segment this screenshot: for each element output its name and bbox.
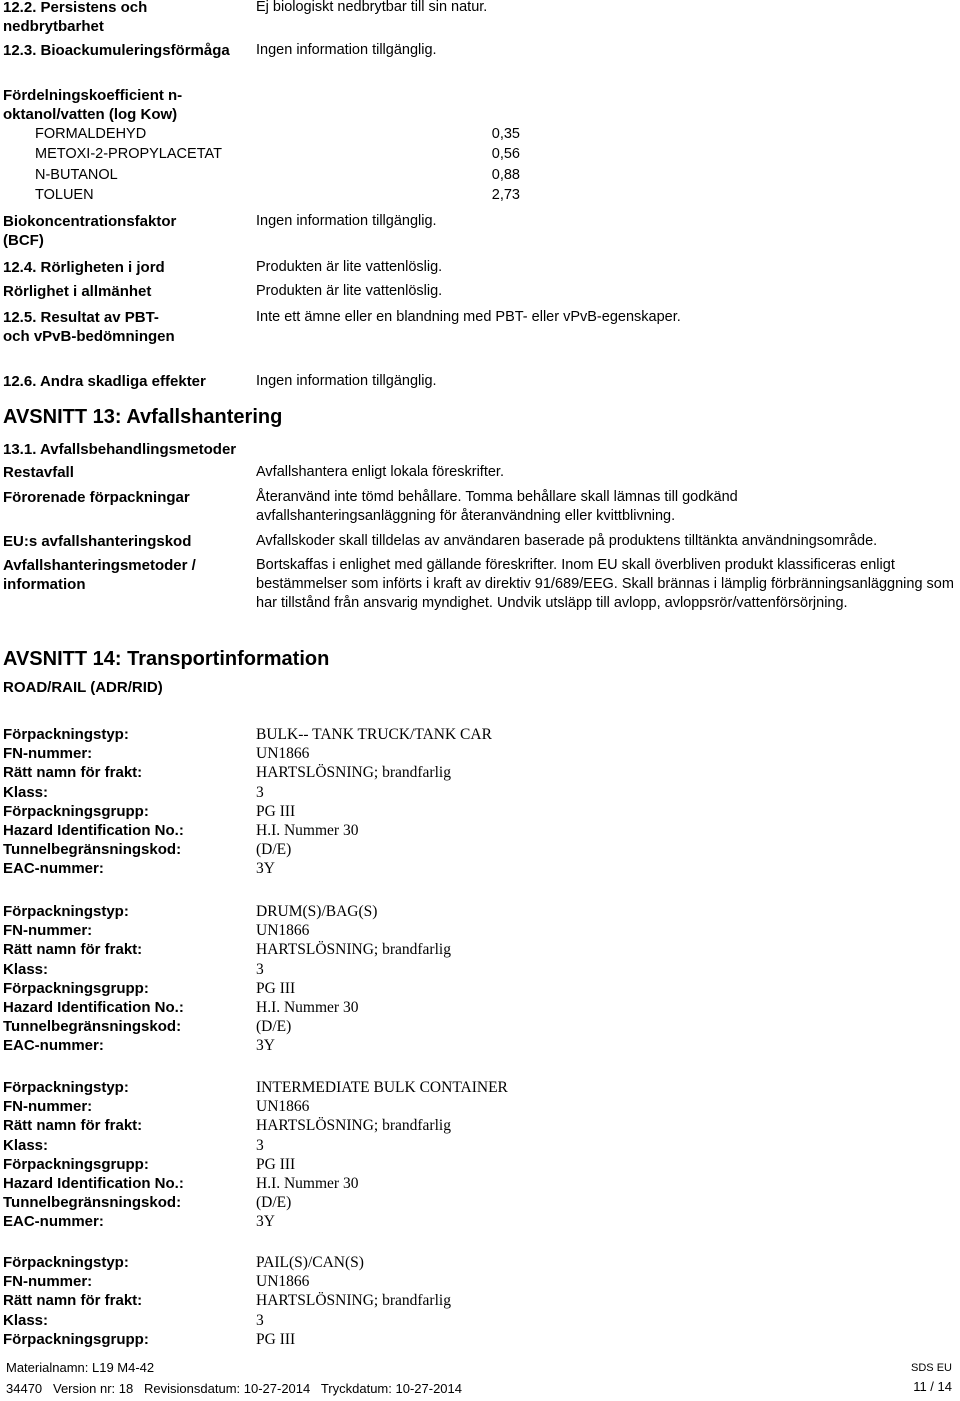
transport-label-fn: FN-nummer: xyxy=(3,1273,93,1291)
disposal-methods-label: Avfallshanteringsmetoder / information xyxy=(3,557,196,593)
transport-value-fn: UN1866 xyxy=(256,1273,310,1291)
transport-label-hin: Hazard Identification No.: xyxy=(3,822,184,839)
s125-label: 12.5. Resultat av PBT- och vPvB-bedömningen xyxy=(3,309,175,345)
bcf-label: Biokoncentrationsfaktor (BCF) xyxy=(3,213,177,249)
transport-label-pack: Förpackningstyp: xyxy=(3,726,129,743)
section-13-1-heading: 13.1. Avfallsbehandlingsmetoder xyxy=(3,441,237,458)
waste-residue-value: Avfallshantera enligt lokala föreskrifter. xyxy=(256,464,504,480)
transport-value-grp: PG III xyxy=(256,1155,296,1173)
transport-value-name: HARTSLÖSNING; brandfarlig xyxy=(256,1117,451,1135)
contaminated-packaging-value: Återanvänd inte tömd behållare. Tomma behållare skall lämnas till godkänd avfallshanteringsanläggning för återanvändning eller kvittblivning. xyxy=(256,489,738,524)
transport-label-fn: FN-nummer: xyxy=(3,1098,93,1116)
s123-value: Ingen information tillgänglig. xyxy=(256,42,437,58)
transport-value-pack: DRUM(S)/BAG(S) xyxy=(256,903,378,920)
transport-label-pack: Förpackningstyp: xyxy=(3,1079,129,1096)
transport-value-name: HARTSLÖSNING; brandfarlig xyxy=(256,941,451,959)
transport-label-grp: Förpackningsgrupp: xyxy=(3,802,149,820)
kow-substance-value: 2,73 xyxy=(491,187,520,203)
road-rail-heading: ROAD/RAIL (ADR/RID) xyxy=(3,679,163,696)
transport-label-eac: EAC-nummer: xyxy=(3,1037,104,1055)
transport-label-fn: FN-nummer: xyxy=(3,745,93,763)
transport-value-eac: 3Y xyxy=(256,1213,275,1231)
transport-label-tun: Tunnelbegränsningskod: xyxy=(3,1194,182,1212)
transport-label-grp: Förpackningsgrupp: xyxy=(3,1155,149,1173)
transport-value-cls: 3 xyxy=(256,960,264,978)
s124-label: 12.4. Rörligheten i jord xyxy=(3,259,165,276)
s126-label: 12.6. Andra skadliga effekter xyxy=(3,373,206,390)
section-13-heading: AVSNITT 13: Avfallshantering xyxy=(3,406,283,428)
transport-label-tun: Tunnelbegränsningskod: xyxy=(3,1018,182,1036)
s122-label: 12.2. Persistens och nedbrytbarhet xyxy=(3,0,148,35)
transport-value-grp: PG III xyxy=(256,979,296,997)
transport-label-cls: Klass: xyxy=(3,960,49,978)
transport-value-pack: BULK-- TANK TRUCK/TANK CAR xyxy=(256,726,492,743)
transport-label-pack: Förpackningstyp: xyxy=(3,1254,129,1271)
footer-material-name: Materialnamn: L19 M4-42 xyxy=(6,1360,155,1375)
transport-value-name: HARTSLÖSNING; brandfarlig xyxy=(256,764,451,782)
transport-label-grp: Förpackningsgrupp: xyxy=(3,1330,149,1348)
transport-label-fn: FN-nummer: xyxy=(3,922,93,940)
transport-value-cls: 3 xyxy=(256,1136,264,1154)
footer-sds-eu: SDS EU xyxy=(911,1362,952,1374)
mobility-label: Rörlighet i allmänhet xyxy=(3,283,152,300)
transport-value-tun: (D/E) xyxy=(256,841,292,859)
transport-label-eac: EAC-nummer: xyxy=(3,860,104,878)
kow-substance-value: 0,88 xyxy=(491,167,520,183)
transport-value-hin: H.I. Nummer 30 xyxy=(256,1175,359,1192)
eu-waste-code-label: EU:s avfallshanteringskod xyxy=(3,533,192,550)
kow-label: Fördelningskoefficient n-oktanol/vatten (log Kow) xyxy=(3,87,183,123)
transport-label-pack: Förpackningstyp: xyxy=(3,903,129,920)
s126-value: Ingen information tillgänglig. xyxy=(256,373,437,389)
contaminated-packaging-label: Förorenade förpackningar xyxy=(3,489,190,506)
transport-value-tun: (D/E) xyxy=(256,1018,292,1036)
disposal-methods-value: Bortskaffas i enlighet med gällande föreskrifter. Inom EU skall överbliven produkt klassificeras enligt bestämmelser som införts i kraft av direktiv 91/689/EEG. Skall brännas i lämplig förbränningsanläggning som har tillstånd från ansvarig myndighet. Undvik utsläpp till avlopp, avloppsrör/vattenförsörjning. xyxy=(256,557,954,611)
transport-label-hin: Hazard Identification No.: xyxy=(3,999,184,1016)
waste-residue-label: Restavfall xyxy=(3,464,74,481)
kow-substance-value: 0,35 xyxy=(491,126,520,142)
transport-value-hin: H.I. Nummer 30 xyxy=(256,822,359,839)
kow-substance-name: N-BUTANOL xyxy=(35,167,118,183)
transport-label-eac: EAC-nummer: xyxy=(3,1213,104,1231)
transport-label-name: Rätt namn för frakt: xyxy=(3,1292,143,1310)
transport-label-name: Rätt namn för frakt: xyxy=(3,941,143,959)
transport-value-eac: 3Y xyxy=(256,860,275,878)
transport-value-fn: UN1866 xyxy=(256,922,310,940)
s125-value: Inte ett ämne eller en blandning med PBT- eller vPvB-egenskaper. xyxy=(256,309,681,325)
transport-value-grp: PG III xyxy=(256,1330,296,1348)
transport-label-name: Rätt namn för frakt: xyxy=(3,1117,143,1135)
transport-label-cls: Klass: xyxy=(3,783,49,801)
transport-value-tun: (D/E) xyxy=(256,1194,292,1212)
mobility-value: Produkten är lite vattenlöslig. xyxy=(256,283,443,299)
transport-label-hin: Hazard Identification No.: xyxy=(3,1175,184,1192)
transport-label-name: Rätt namn för frakt: xyxy=(3,764,143,782)
transport-label-grp: Förpackningsgrupp: xyxy=(3,979,149,997)
transport-value-fn: UN1866 xyxy=(256,745,310,763)
transport-value-fn: UN1866 xyxy=(256,1098,310,1116)
transport-value-cls: 3 xyxy=(256,783,264,801)
transport-value-pack: PAIL(S)/CAN(S) xyxy=(256,1254,364,1271)
s124-value: Produkten är lite vattenlöslig. xyxy=(256,259,443,275)
transport-label-tun: Tunnelbegränsningskod: xyxy=(3,841,182,859)
kow-substance-name: METOXI-2-PROPYLACETAT xyxy=(35,146,222,162)
s122-value: Ej biologiskt nedbrytbar till sin natur. xyxy=(256,0,488,15)
s123-label: 12.3. Bioackumuleringsförmåga xyxy=(3,42,230,59)
transport-value-hin: H.I. Nummer 30 xyxy=(256,999,359,1016)
kow-substance-value: 0,56 xyxy=(491,146,520,162)
transport-value-name: HARTSLÖSNING; brandfarlig xyxy=(256,1292,451,1310)
footer-version-line: 34470 Version nr: 18 Revisionsdatum: 10-27-2014 Tryckdatum: 10-27-2014 xyxy=(6,1381,462,1396)
section-14-heading: AVSNITT 14: Transportinformation xyxy=(3,648,330,670)
transport-value-grp: PG III xyxy=(256,802,296,820)
bcf-value: Ingen information tillgänglig. xyxy=(256,213,437,229)
transport-value-cls: 3 xyxy=(256,1311,264,1329)
kow-substance-name: TOLUEN xyxy=(35,187,94,203)
transport-label-cls: Klass: xyxy=(3,1311,49,1329)
kow-substance-name: FORMALDEHYD xyxy=(35,126,147,142)
transport-value-eac: 3Y xyxy=(256,1037,275,1055)
transport-label-cls: Klass: xyxy=(3,1136,49,1154)
transport-value-pack: INTERMEDIATE BULK CONTAINER xyxy=(256,1079,508,1096)
footer-page-number: 11 / 14 xyxy=(913,1379,952,1394)
eu-waste-code-value: Avfallskoder skall tilldelas av användaren baserade på produktens tilltänkta användningsområde. xyxy=(256,533,878,549)
